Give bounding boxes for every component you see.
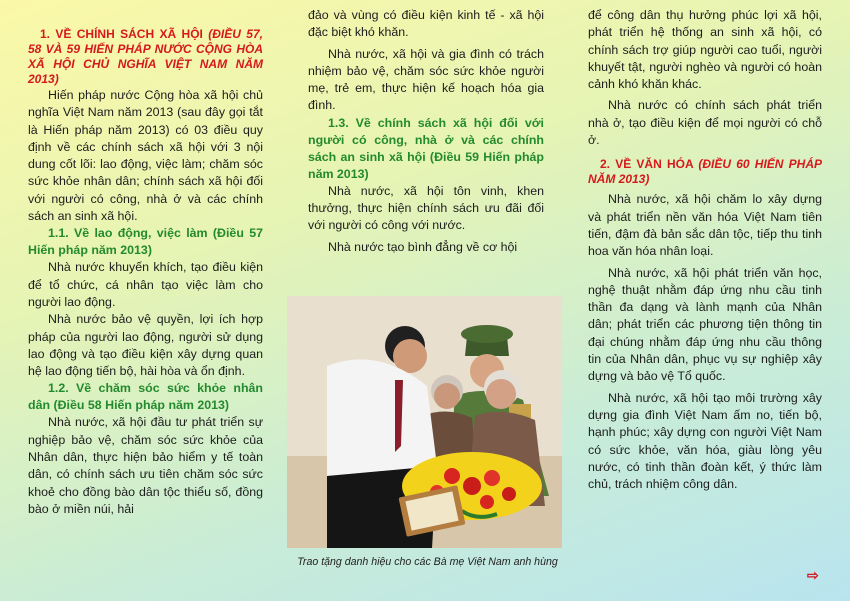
- column-1: [28, 0, 263, 518]
- intro-paragraph: Hiến pháp nước Cộng hòa xã hội chủ nghĩa Việt Nam năm 2013 (sau đây gọi tắt là Hiến pháp năm 2013) có 03 điều quy định về các chính sách xã hội với 3 nội dung cốt lõi: lao động, việc làm; chăm sóc sức khỏe nhân dân; chính sách xã hội đối với người có công, nhà ở và các chính sách an sinh xã hội.: [28, 88, 263, 224]
- paragraph: Nhà nước, xã hội và gia đình có trách nhiệm bảo vệ, chăm sóc sức khỏe người mẹ, trẻ em, thực hiện kế hoạch hóa gia đình.: [308, 46, 544, 113]
- paragraph: đảo và vùng có điều kiện kinh tế - xã hội đặc biệt khó khăn.: [308, 8, 544, 40]
- subheading-social-security: 1.3. Về chính sách xã hội đối với người có công, nhà ở và các chính sách an sinh xã hội (Điều 59 Hiến pháp năm 2013): [308, 115, 544, 181]
- section-heading-social-policy: 1. VỀ CHÍNH SÁCH XÃ HỘI (ĐIỀU 57, 58 VÀ 59 HIẾN PHÁP NƯỚC CỘNG HÒA XÃ HỘI CHỦ NGHĨA VIỆT NAM NĂM 2013): [28, 27, 263, 86]
- arrow-right-icon[interactable]: ⇨: [807, 567, 819, 583]
- paragraph: Nhà nước, xã hội đầu tư phát triển sự nghiệp bảo vệ, chăm sóc sức khỏe của Nhân dân, thực hiện bảo hiểm y tế toàn dân, có chính sách ưu tiên chăm sóc sức khoẻ cho đồng bào dân tộc thiểu số, đồng bào ở miền núi, hải: [28, 415, 263, 516]
- subheading-health: 1.2. Về chăm sóc sức khỏe nhân dân (Điều 58 Hiến pháp năm 2013): [28, 381, 263, 413]
- paragraph: Nhà nước bảo vệ quyền, lợi ích hợp pháp của người lao động, người sử dụng lao động và tạo điều kiện xây dựng quan hệ lao động tiến bộ, hài hòa và ổn định.: [28, 312, 263, 379]
- paragraph: để công dân thụ hưởng phúc lợi xã hội, phát triển hệ thống an sinh xã hội, có chính sách trợ giúp người cao tuổi, người khuyết tật, người nghèo và người có hoàn cảnh khó khăn khác.: [588, 8, 822, 92]
- paragraph: Nhà nước, xã hội tôn vinh, khen thưởng, thực hiện chính sách ưu đãi đối với người có công với nước.: [308, 183, 544, 233]
- paragraph: Nhà nước, xã hội tạo môi trường xây dựng gia đình Việt Nam ấm no, tiến bộ, hạnh phúc; xây dựng con người Việt Nam có sức khỏe, văn hóa, giàu lòng yêu nước, có tinh thần đoàn kết, ý thức làm chủ, trách nhiệm công dân.: [588, 390, 822, 492]
- award-ceremony-photo: [287, 296, 562, 548]
- photo-illustration: [287, 296, 562, 548]
- section-heading-culture: 2. VỀ VĂN HÓA (ĐIỀU 60 HIẾN PHÁP NĂM 2013): [588, 157, 822, 187]
- paragraph: Nhà nước, xã hội chăm lo xây dựng và phát triển nền văn hóa Việt Nam tiên tiến, đậm đà bản sắc dân tộc, tiếp thu tinh hoa văn hóa nhân loại.: [588, 192, 822, 259]
- paragraph: Nhà nước tạo bình đẳng về cơ hội: [328, 239, 518, 254]
- column-3: [588, 0, 822, 493]
- subheading-labor: 1.1. Về lao động, việc làm (Điều 57 Hiến pháp năm 2013): [28, 226, 263, 258]
- photo-caption: Trao tặng danh hiệu cho các Bà mẹ Việt Nam anh hùng: [297, 556, 558, 568]
- paragraph: Nhà nước khuyến khích, tạo điều kiện để tổ chức, cá nhân tạo việc làm cho người lao động.: [28, 260, 263, 309]
- paragraph: Nhà nước có chính sách phát triển nhà ở, tạo điều kiện để mọi người có chỗ ở.: [588, 98, 822, 148]
- column-2: [308, 0, 544, 256]
- paragraph: Nhà nước, xã hội phát triển văn học, nghệ thuật nhằm đáp ứng nhu cầu tinh thần đa dạng và lành mạnh của Nhân dân; phát triển các phương tiện thông tin đại chúng nhằm đáp ứng nhu cầu thông tin của Nhân dân, phục vụ sự nghiệp xây dựng và bảo vệ Tổ quốc.: [588, 265, 822, 384]
